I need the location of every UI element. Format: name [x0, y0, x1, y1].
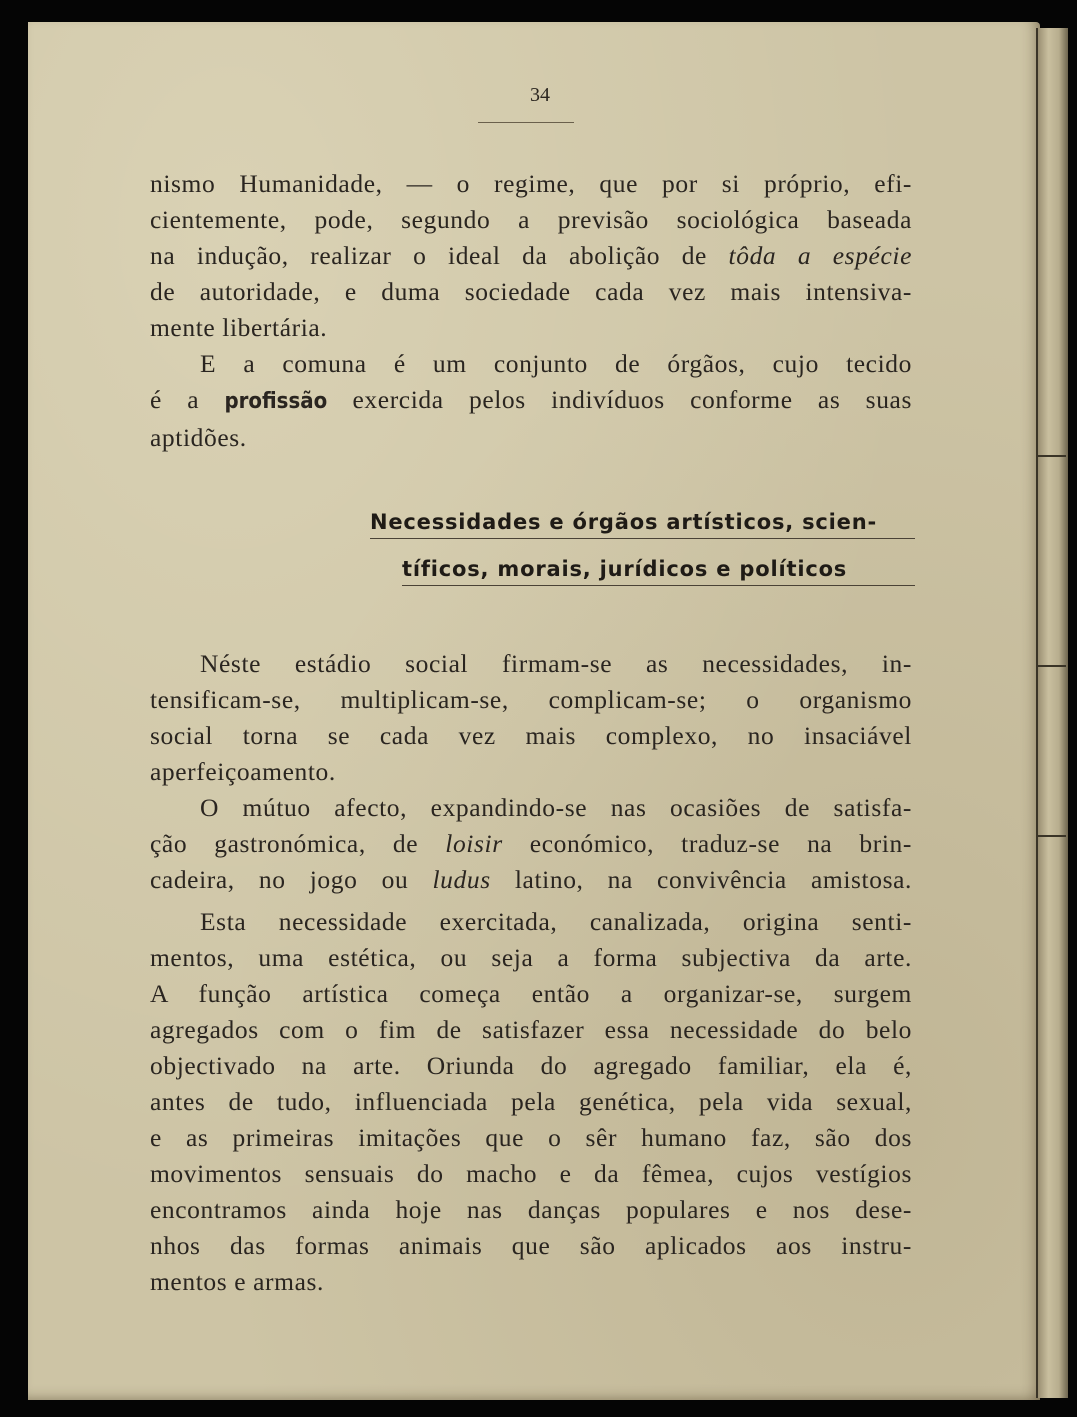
text-line: mentos e armas. [150, 1267, 324, 1296]
text-line: cientemente, pode, segundo a previsão sociológica baseada [150, 205, 912, 234]
text-line: Néste estádio social firmam-se as necessidades, in- [200, 649, 912, 678]
text-fragment: exercida pelos indivíduos conforme as suas [327, 385, 912, 414]
paragraph-2 [150, 346, 912, 456]
bold-word: profissão [224, 389, 328, 414]
header-rule [478, 122, 574, 123]
page-number: 34 [530, 84, 550, 106]
text-line: movimentos sensuais do macho e da fêmea, cujos vestígios [150, 1159, 912, 1188]
text-line: tensificam-se, multiplicam-se, complicam-se; o organismo [150, 685, 912, 714]
section-paragraph-3 [150, 904, 912, 1300]
italic-word: ludus [432, 865, 491, 894]
text-line: de autoridade, e duma sociedade cada vez mais intensiva- [150, 277, 912, 306]
text-line: E a comuna é um conjunto de órgãos, cujo tecido [200, 349, 912, 378]
text-line: aptidões. [150, 423, 247, 452]
text-line: O mútuo afecto, expandindo-se nas ocasiões de satisfa- [200, 793, 912, 822]
text-line: mente libertária. [150, 313, 328, 342]
text-line: nhos das formas animais que são aplicados aos instru- [150, 1231, 912, 1260]
text-line-with-bold [150, 382, 912, 420]
text-line-with-italic [150, 826, 912, 862]
text-line: nismo Humanidade, — o regime, que por si próprio, efi- [150, 169, 912, 198]
text-line: mentos, uma estética, ou seja a forma subjectiva da arte. [150, 943, 912, 972]
edge-tick [1036, 455, 1066, 457]
text-line-with-italic [150, 862, 912, 898]
text-fragment: latino, na convivência amistosa. [490, 865, 913, 894]
heading-line-1: Necessidades e órgãos artísticos, scien- [370, 510, 915, 539]
text-line: objectivado na arte. Oriunda do agregado familiar, ela é, [150, 1051, 912, 1080]
section-paragraph-2 [150, 790, 912, 898]
text-line: e as primeiras imitações que o sêr humano faz, são dos [150, 1123, 912, 1152]
text-line: antes de tudo, influenciada pela genética, pela vida sexual, [150, 1087, 912, 1116]
paragraph-1 [150, 166, 912, 346]
text-fragment: económico, traduz-se na brin- [502, 829, 912, 858]
edge-tick [1036, 835, 1066, 837]
text-line: social torna se cada vez mais complexo, no insaciável [150, 721, 912, 750]
italic-phrase: tôda a espécie [728, 241, 912, 270]
text-line: A função artística começa então a organizar-se, surgem [150, 979, 912, 1008]
page-stack-edge [1036, 28, 1068, 1398]
text-fragment: é a [150, 385, 225, 414]
section-heading [370, 510, 915, 586]
text-line: encontramos ainda hoje nas danças populares e nos dese- [150, 1195, 912, 1224]
heading-line-2: tíficos, morais, jurídicos e políticos [402, 557, 915, 586]
text-fragment: cadeira, no jogo ou [150, 865, 433, 894]
edge-tick [1036, 665, 1066, 667]
text-line: Esta necessidade exercitada, canalizada, origina senti- [200, 907, 912, 936]
text-fragment: na indução, realizar o ideal da abolição de [150, 241, 729, 270]
text-line: aperfeiçoamento. [150, 757, 336, 786]
section-paragraph-1 [150, 646, 912, 790]
text-fragment: ção gastronómica, de [150, 829, 446, 858]
text-line-with-italic [150, 238, 912, 274]
text-line: agregados com o fim de satisfazer essa necessidade do belo [150, 1015, 912, 1044]
italic-word: loisir [445, 829, 503, 858]
